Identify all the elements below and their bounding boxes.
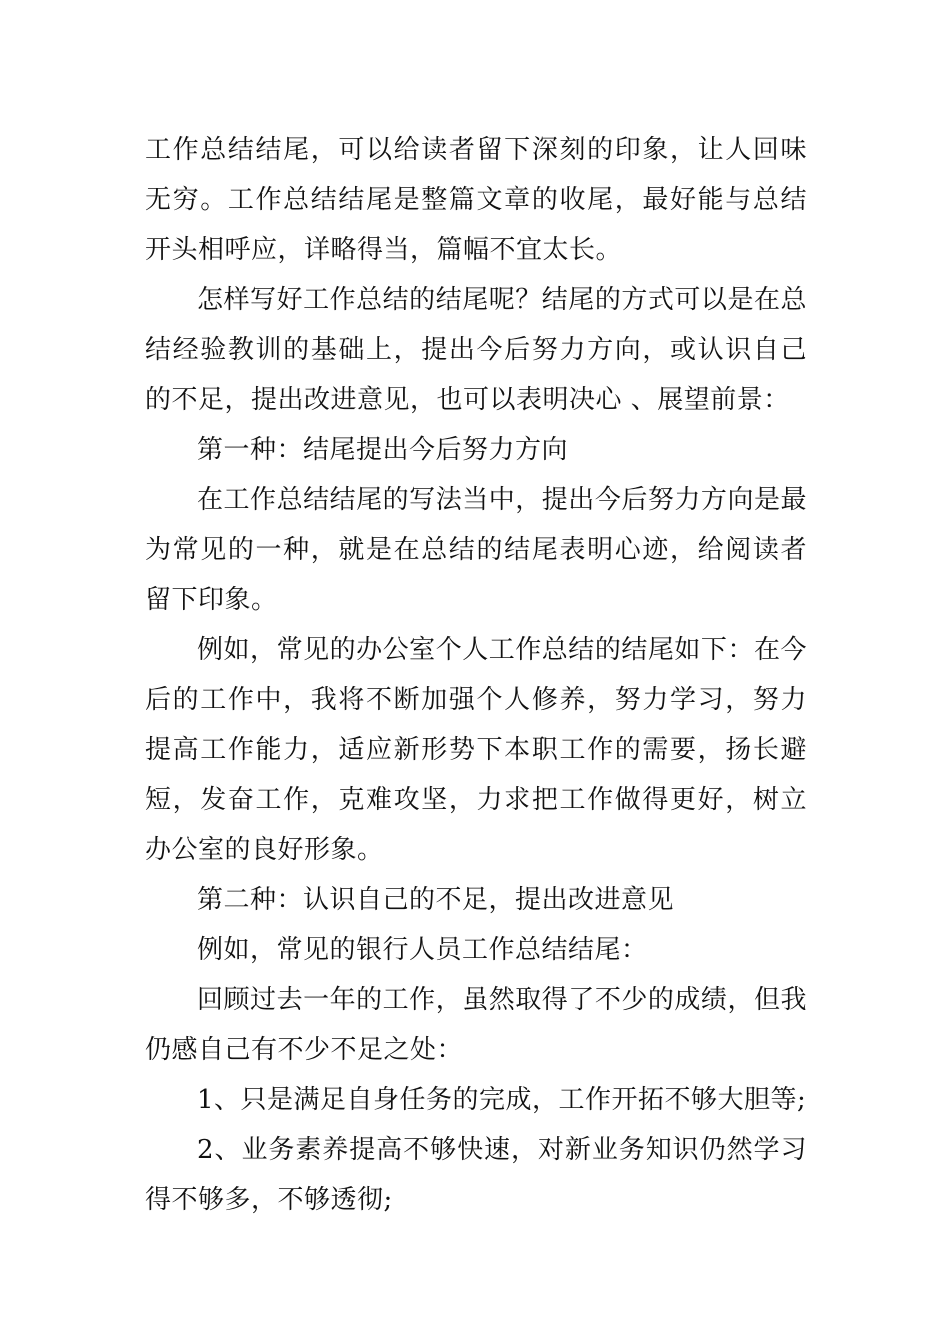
list-item-2: 2、业务素养提高不够快速，对新业务知识仍然学习得不够多，不够透彻; xyxy=(145,1135,807,1215)
list-item-1: 1、只是满足自身任务的完成，工作开拓不够大胆等; xyxy=(197,1085,807,1115)
paragraph-method-one-desc: 在工作总结结尾的写法当中，提出今后努力方向是最为常见的一种，就是在总结的结尾表明心迹，给阅读者留下印象。 xyxy=(145,485,807,615)
paragraph-how-to-write: 怎样写好工作总结的结尾呢？结尾的方式可以是在总结经验教训的基础上，提出今后努力方向，或认识自己的不足，提出改进意见，也可以表明决心 、展望前景： xyxy=(145,285,807,415)
paragraph-review: 回顾过去一年的工作，虽然取得了不少的成绩，但我仍感自己有不少不足之处： xyxy=(145,985,807,1065)
heading-method-one: 第一种：结尾提出今后努力方向 xyxy=(197,435,569,465)
paragraph-bank-example-intro: 例如，常见的银行人员工作总结结尾： xyxy=(197,935,648,965)
paragraph-office-example: 例如，常见的办公室个人工作总结的结尾如下：在今后的工作中，我将不断加强个人修养，努力学习，努力提高工作能力，适应新形势下本职工作的需要，扬长避短，发奋工作，克难攻坚，力求把工作做得更好，树立办公室的良好形象。 xyxy=(145,635,807,865)
paragraph-intro-continued: 工作总结结尾，可以给读者留下深刻的印象，让人回味无穷。工作总结结尾是整篇文章的收尾，最好能与总结开头相呼应，详略得当，篇幅不宜太长。 xyxy=(145,135,807,265)
document-body xyxy=(145,125,807,1225)
heading-method-two: 第二种：认识自己的不足，提出改进意见 xyxy=(197,885,675,915)
